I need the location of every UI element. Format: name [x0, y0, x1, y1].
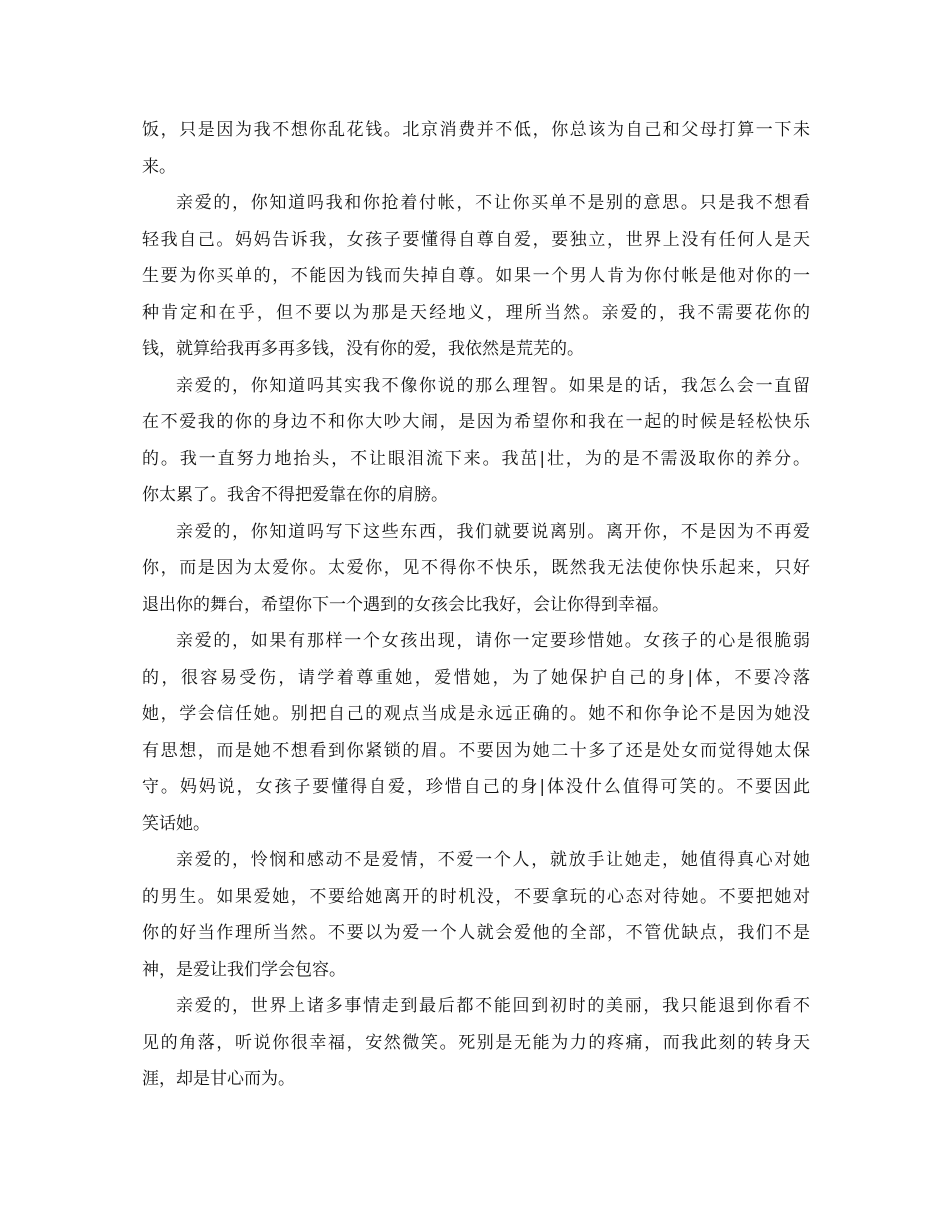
text-line: 饭，只是因为我不想你乱花钱。北京消费并不低，你总该为自己和父母打算一下未 [142, 120, 810, 140]
text-line: 见的角落，听说你很幸福，安然微笑。死别是无能为力的疼痛，而我此刻的转身天 [142, 1032, 810, 1053]
text-line: 生要为你买单的，不能因为钱而失掉自尊。如果一个男人肯为你付帐是他对你的一 [142, 266, 810, 286]
text-line: 亲爱的，你知道吗其实我不像你说的那么理智。如果是的话，我怎么会一直留 [176, 375, 810, 396]
text-line: 退出你的舞台，希望你下一个遇到的女孩会比我好，会让你得到幸福。 [142, 594, 669, 615]
paragraph-7 [142, 988, 810, 1098]
text-line: 神，是爱让我们学会包容。 [142, 959, 346, 980]
text-line: 亲爱的，如果有那样一个女孩出现，请你一定要珍惜她。女孩子的心是很脆弱 [176, 631, 810, 651]
text-line: 种肯定和在乎，但不要以为那是天经地义，理所当然。亲爱的，我不需要花你的 [142, 302, 810, 323]
paragraph-2 [142, 185, 810, 368]
text-line: 亲爱的，怜悯和感动不是爱情，不爱一个人，就放手让她走，她值得真心对她 [176, 850, 810, 870]
text-line: 在不爱我的你的身边不和你大吵大闹，是因为希望你和我在一起的时候是轻松快乐 [142, 412, 810, 432]
text-line: 亲爱的，世界上诸多事情走到最后都不能回到初时的美丽，我只能退到你看不 [176, 996, 810, 1016]
text-line: 笑话她。 [142, 813, 210, 834]
text-line: 你，而是因为太爱你。太爱你，见不得你不快乐，既然我无法使你快乐起来，只好 [142, 558, 810, 578]
text-line: 她，学会信任她。别把自己的观点当成是永远正确的。她不和你争论不是因为她没 [142, 704, 810, 724]
text-line: 钱，就算给我再多再多钱，没有你的爱，我依然是荒芜的。 [142, 339, 584, 359]
paragraph-6 [142, 842, 810, 988]
text-line: 亲爱的，你知道吗写下这些东西，我们就要说离别。离开你，不是因为不再爱 [176, 521, 810, 542]
text-line: 守。妈妈说，女孩子要懂得自爱，珍惜自己的身|体没什么值得可笑的。不要因此 [142, 777, 810, 797]
document-page [142, 112, 810, 1098]
text-line: 你的好当作理所当然。不要以为爱一个人就会爱他的全部，不管优缺点，我们不是 [142, 923, 810, 943]
text-line: 有思想，而是她不想看到你紧锁的眉。不要因为她二十多了还是处女而觉得她太保 [142, 740, 810, 761]
text-line: 亲爱的，你知道吗我和你抢着付帐，不让你买单不是别的意思。只是我不想看 [176, 193, 810, 213]
paragraph-3 [142, 368, 810, 514]
paragraph-1 [142, 112, 810, 185]
text-line: 你太累了。我舍不得把爱靠在你的肩膀。 [142, 485, 448, 505]
paragraph-4 [142, 514, 810, 624]
text-line: 轻我自己。妈妈告诉我，女孩子要懂得自尊自爱，要独立，世界上没有任何人是天 [142, 229, 810, 250]
text-line: 的。我一直努力地抬头，不让眼泪流下来。我茁|壮，为的是不需汲取你的养分。 [142, 448, 810, 469]
text-line: 来。 [142, 156, 176, 177]
paragraph-5 [142, 623, 810, 842]
text-line: 涯，却是甘心而为。 [142, 1069, 295, 1089]
text-line: 的男生。如果爱她，不要给她离开的时机没，不要拿玩的心态对待她。不要把她对 [142, 886, 810, 907]
text-line: 的，很容易受伤，请学着尊重她，爱惜她，为了她保护自己的身|体，不要冷落 [142, 667, 810, 688]
